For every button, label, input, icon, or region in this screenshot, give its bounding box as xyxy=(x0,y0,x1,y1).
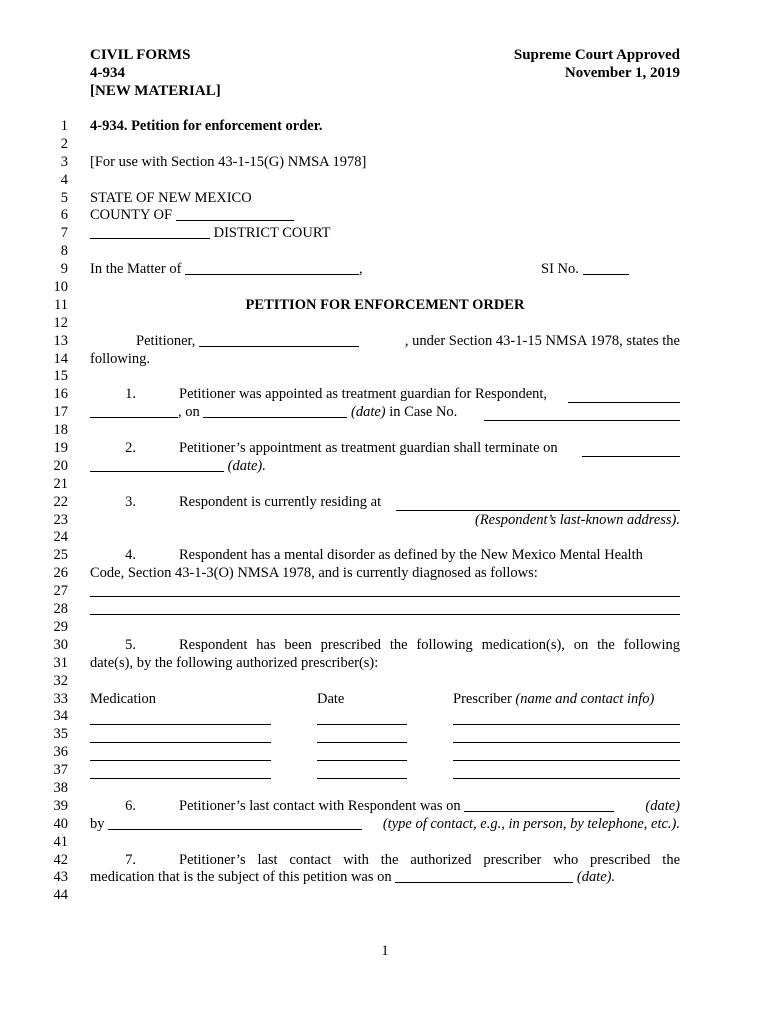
county-line xyxy=(90,207,680,225)
date-blank[interactable] xyxy=(317,747,407,761)
line-number: 23 xyxy=(53,511,68,528)
si-label: SI No. xyxy=(541,261,579,278)
para-4-text: Respondent has a mental disorder as defined by the New Mexico Mental Health xyxy=(179,547,643,564)
medication-row xyxy=(90,762,680,780)
para-4-number: 4. xyxy=(125,547,136,564)
petitioner-name-blank[interactable] xyxy=(199,333,359,347)
line-number: 20 xyxy=(53,457,68,474)
para-4-line-1 xyxy=(90,547,680,565)
diagnosis-line-2[interactable] xyxy=(90,601,680,619)
respondent-name-blank-2[interactable] xyxy=(90,404,178,418)
approval-label: Supreme Court Approved xyxy=(513,47,680,63)
medication-row xyxy=(90,708,680,726)
line-number: 6 xyxy=(60,207,68,224)
diagnosis-line-1[interactable] xyxy=(90,583,680,601)
line-number: 21 xyxy=(53,475,68,492)
medication-blank[interactable] xyxy=(90,711,271,725)
form-series: CIVIL FORMS xyxy=(90,47,191,63)
line-number: 1 xyxy=(60,118,68,134)
medication-blank[interactable] xyxy=(90,747,271,761)
para-3-line-1 xyxy=(90,494,680,512)
para-2-text: Petitioner’s appointment as treatment guardian shall terminate on xyxy=(179,440,558,457)
court-line xyxy=(90,225,680,243)
si-blank[interactable] xyxy=(583,261,629,275)
col-prescriber-label: Prescriber xyxy=(453,690,512,707)
material-tag: [NEW MATERIAL] xyxy=(90,83,221,99)
line-number: 10 xyxy=(53,279,68,296)
para-6-text: Petitioner’s last contact with Respondent was on xyxy=(179,797,461,814)
approval-date: November 1, 2019 xyxy=(564,65,680,81)
line-number: 25 xyxy=(53,547,68,564)
intro-line-2: following. xyxy=(90,350,151,367)
matter-label: In the Matter of xyxy=(90,261,182,278)
line-number: 36 xyxy=(53,744,68,761)
line-number: 44 xyxy=(53,887,68,904)
use-note: [For use with Section 43-1-15(G) NMSA 1978] xyxy=(90,153,367,170)
line-number: 30 xyxy=(53,636,68,653)
para-2-line-1 xyxy=(90,440,680,458)
para-5-line-2: date(s), by the following authorized prescriber(s): xyxy=(90,654,379,671)
para-6-line-2 xyxy=(90,816,680,834)
prescriber-blank[interactable] xyxy=(453,729,680,743)
form-header-left xyxy=(90,46,221,100)
prescriber-blank[interactable] xyxy=(453,747,680,761)
para-1-case: in Case No. xyxy=(389,404,458,421)
line-number: 41 xyxy=(53,833,68,850)
form-body xyxy=(90,118,680,905)
line-number: 35 xyxy=(53,726,68,743)
col-date: Date xyxy=(317,690,345,707)
matter-comma: , xyxy=(359,261,363,278)
col-prescriber xyxy=(453,691,654,709)
petition-heading: PETITION FOR ENFORCEMENT ORDER xyxy=(245,296,525,313)
col-prescriber-note: (name and contact info) xyxy=(515,690,655,707)
line-number: 14 xyxy=(53,350,68,367)
line-number: 9 xyxy=(60,261,68,278)
para-6-by: by xyxy=(90,815,105,832)
contact-date-blank[interactable] xyxy=(464,798,614,812)
para-6-type-label: (type of contact, e.g., in person, by telephone, etc.). xyxy=(382,815,680,832)
intro-petitioner-label: Petitioner, xyxy=(136,332,196,349)
para-7-text: Petitioner’s last contact with the authorized prescriber who prescribed the xyxy=(179,851,680,868)
prescriber-blank[interactable] xyxy=(453,711,680,725)
court-blank[interactable] xyxy=(90,225,210,239)
contact-type-blank[interactable] xyxy=(108,816,362,830)
para-4-line-2: Code, Section 43-1-3(O) NMSA 1978, and is currently diagnosed as follows: xyxy=(90,565,538,582)
form-title: 4-934. Petition for enforcement order. xyxy=(90,118,323,134)
appointment-date-blank[interactable] xyxy=(203,404,347,418)
form-number: 4-934 xyxy=(90,65,125,81)
line-number: 15 xyxy=(53,368,68,385)
para-7-line-1 xyxy=(90,852,680,870)
para-7-text-2: medication that is the subject of this petition was on xyxy=(90,869,392,886)
date-blank[interactable] xyxy=(317,729,407,743)
line-number: 38 xyxy=(53,779,68,796)
para-6-number: 6. xyxy=(125,797,136,814)
para-3-number: 3. xyxy=(125,493,136,510)
line-number: 39 xyxy=(53,797,68,814)
para-1-line-1 xyxy=(90,386,680,404)
line-number: 22 xyxy=(53,493,68,510)
county-blank[interactable] xyxy=(176,207,294,221)
date-blank[interactable] xyxy=(317,711,407,725)
para-5-number: 5. xyxy=(125,636,136,653)
medication-row xyxy=(90,726,680,744)
medication-blank[interactable] xyxy=(90,765,271,779)
intro-petitioner xyxy=(136,333,359,351)
line-number: 12 xyxy=(53,314,68,331)
respondent-name-blank[interactable] xyxy=(568,389,680,403)
line-number: 26 xyxy=(53,565,68,582)
para-1-number: 1. xyxy=(125,386,136,403)
line-number: 11 xyxy=(54,296,68,313)
medication-table-header xyxy=(90,691,680,709)
si-number xyxy=(541,261,629,279)
para-2-line-2 xyxy=(90,458,680,476)
form-header-right xyxy=(514,46,680,82)
state-line: STATE OF NEW MEXICO xyxy=(90,189,252,206)
line-number: 7 xyxy=(60,225,68,242)
line-number: 5 xyxy=(60,189,68,206)
para-7-number: 7. xyxy=(125,851,136,868)
court-label: DISTRICT COURT xyxy=(213,225,331,242)
address-blank[interactable] xyxy=(396,497,680,511)
line-number: 32 xyxy=(53,672,68,689)
para-1-text: Petitioner was appointed as treatment guardian for Respondent, xyxy=(179,386,548,403)
line-number: 27 xyxy=(53,583,68,600)
intro-section: , under Section 43-1-15 NMSA 1978, states the xyxy=(404,332,680,349)
line-number: 24 xyxy=(53,529,68,546)
page-number: 1 xyxy=(381,943,389,959)
line-number: 13 xyxy=(53,332,68,349)
line-number: 16 xyxy=(53,386,68,403)
matter-line xyxy=(90,261,680,279)
diagnosis-rule-2 xyxy=(90,614,680,615)
line-number: 3 xyxy=(60,153,68,170)
col-medication: Medication xyxy=(90,690,157,707)
line-number: 37 xyxy=(53,762,68,779)
termination-date-blank[interactable] xyxy=(582,443,680,457)
para-6-line-1 xyxy=(90,798,680,816)
line-number: 2 xyxy=(60,135,68,152)
line-number: 19 xyxy=(53,440,68,457)
line-number: 17 xyxy=(53,404,68,421)
para-7-date-label: (date). xyxy=(576,869,616,886)
intro-line-1 xyxy=(90,333,680,351)
line-number: 31 xyxy=(53,654,68,671)
line-number: 34 xyxy=(53,708,68,725)
line-number: 40 xyxy=(53,815,68,832)
termination-date-blank-2[interactable] xyxy=(90,458,224,472)
case-number-blank[interactable] xyxy=(484,407,680,421)
line-number: 29 xyxy=(53,618,68,635)
para-5-text: Respondent has been prescribed the following medication(s), on the following xyxy=(179,636,680,653)
para-5-line-1 xyxy=(90,637,680,655)
para-1-line-2 xyxy=(90,404,680,422)
para-3-line-2 xyxy=(90,512,680,530)
line-number: 28 xyxy=(53,601,68,618)
para-1-on: , on xyxy=(178,404,200,421)
date-blank[interactable] xyxy=(317,765,407,779)
line-number: 43 xyxy=(53,869,68,886)
medication-row xyxy=(90,744,680,762)
line-number: 33 xyxy=(53,690,68,707)
para-6-date-label: (date) xyxy=(645,797,680,814)
line-number: 8 xyxy=(60,243,68,260)
county-label: COUNTY OF xyxy=(90,207,173,224)
para-2-number: 2. xyxy=(125,440,136,457)
prescriber-contact-date-blank[interactable] xyxy=(395,869,573,883)
matter-blank[interactable] xyxy=(185,261,359,275)
diagnosis-rule-1 xyxy=(90,596,680,597)
prescriber-blank[interactable] xyxy=(453,765,680,779)
line-number: 18 xyxy=(53,422,68,439)
line-number: 42 xyxy=(53,851,68,868)
para-1-date-label: (date) xyxy=(351,404,386,421)
para-3-address-label: (Respondent’s last-known address). xyxy=(475,511,680,528)
line-number: 4 xyxy=(60,171,68,188)
para-7-line-2 xyxy=(90,869,680,887)
para-2-date-label: (date). xyxy=(227,457,266,474)
para-3-text: Respondent is currently residing at xyxy=(179,493,382,510)
medication-blank[interactable] xyxy=(90,729,271,743)
line-numbers xyxy=(44,118,68,905)
